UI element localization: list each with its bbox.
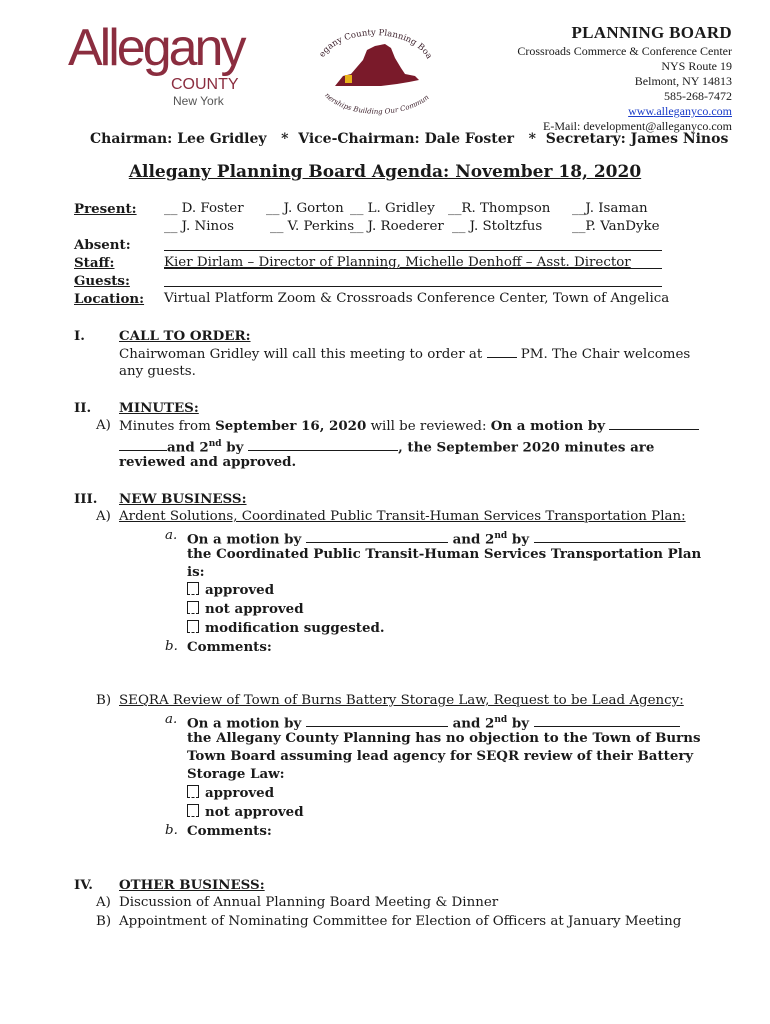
checkbox-approved-b[interactable] bbox=[187, 785, 199, 798]
other-business-b-label: B) bbox=[96, 914, 112, 929]
member-gorton: __ J. Gorton bbox=[266, 201, 344, 216]
other-business-b-text: Appointment of Nominating Committee for Election of Officers at January Meeting bbox=[119, 914, 682, 929]
planning-board-seal bbox=[305, 18, 445, 122]
member-foster: __ D. Foster bbox=[164, 201, 244, 216]
logo-main-text: Allegany bbox=[68, 19, 244, 77]
new-business-b-title: SEQRA Review of Town of Burns Battery Storage Law, Request to be Lead Agency: bbox=[119, 693, 684, 708]
minutes-motion: On a motion by bbox=[490, 418, 605, 434]
item-b-line-4: Storage Law: bbox=[187, 766, 285, 782]
item-a-motion: On a motion by bbox=[187, 531, 302, 548]
member-isaman: __J. Isaman bbox=[572, 201, 648, 216]
member-vandyke: __P. VanDyke bbox=[572, 219, 660, 234]
option-approved-b: approved bbox=[205, 785, 275, 801]
checkbox-not-approved-b[interactable] bbox=[187, 804, 199, 817]
item-a-comments: Comments: bbox=[187, 639, 272, 655]
minutes-and-2nd: and 2 bbox=[167, 439, 209, 456]
svg-text:Allegany County Planning Board: egany County Planning Boa bbox=[317, 28, 434, 61]
minutes-date: September 16, 2020 bbox=[215, 418, 367, 434]
item-b-line-3: Town Board assuming lead agency for SEQR review of their Battery bbox=[187, 748, 694, 764]
item-b-motion: On a motion by bbox=[187, 715, 302, 732]
present-label: Present: bbox=[74, 201, 137, 217]
call-to-order-time-blank bbox=[487, 345, 517, 358]
item-b-and: and 2 bbox=[452, 715, 495, 732]
section-2-title: MINUTES: bbox=[119, 400, 199, 416]
letterhead-title: PLANNING BOARD bbox=[571, 23, 732, 42]
item-a-line-3: is: bbox=[187, 564, 205, 580]
new-business-a-title: Ardent Solutions, Coordinated Public Transit-Human Services Transportation Plan: bbox=[119, 509, 686, 524]
phone-number: 585-268-7472 bbox=[664, 89, 732, 103]
item-a-sub-a: a. bbox=[165, 528, 178, 543]
email-address: E-Mail: development@alleganyco.com bbox=[543, 119, 732, 133]
item-b-by: by bbox=[511, 715, 530, 732]
checkbox-modification-a[interactable] bbox=[187, 620, 199, 633]
logo-state-text: New York bbox=[173, 94, 224, 108]
minutes-line-2-end: , the September 2020 minutes are bbox=[398, 439, 655, 456]
member-ninos: __ J. Ninos bbox=[164, 219, 235, 234]
checkbox-approved-a[interactable] bbox=[187, 582, 199, 595]
section-1-number: I. bbox=[74, 328, 85, 344]
section-3-title: NEW BUSINESS: bbox=[119, 491, 247, 507]
minutes-line-1 bbox=[119, 417, 699, 436]
new-business-b-label: B) bbox=[96, 693, 112, 708]
address-line-3: Belmont, NY 14813 bbox=[634, 74, 732, 88]
staff-line bbox=[164, 268, 662, 269]
section-4-number: IV. bbox=[74, 877, 93, 893]
section-2-number: II. bbox=[74, 400, 92, 416]
minutes-text-1: Minutes from bbox=[119, 419, 211, 434]
location-value: Virtual Platform Zoom & Crossroads Conference Center, Town of Angelica bbox=[164, 291, 670, 306]
option-not-approved-b: not approved bbox=[205, 804, 304, 820]
member-thompson: __R. Thompson bbox=[448, 201, 551, 216]
staff-label: Staff: bbox=[74, 255, 115, 271]
option-not-approved-a: not approved bbox=[205, 601, 304, 617]
call-to-order-line-start: Chairwoman Gridley will call this meeting to order at bbox=[119, 347, 483, 362]
absent-label: Absent: bbox=[74, 237, 131, 253]
minutes-second-blank bbox=[248, 438, 398, 451]
location-label: Location: bbox=[74, 291, 145, 307]
address-line-2: NYS Route 19 bbox=[661, 59, 732, 73]
minutes-text-2: will be reviewed: bbox=[370, 419, 487, 434]
item-b-comments: Comments: bbox=[187, 823, 272, 839]
section-3-number: III. bbox=[74, 491, 98, 507]
agenda-title: Allegany Planning Board Agenda: November 18, 2020 bbox=[128, 162, 642, 182]
guests-label: Guests: bbox=[74, 273, 130, 289]
call-to-order-line-2: any guests. bbox=[119, 364, 196, 379]
logo-county-text: COUNTY bbox=[171, 76, 239, 93]
item-a-by: by bbox=[511, 531, 530, 548]
member-perkins: __ V. Perkins bbox=[270, 219, 355, 234]
item-a-and: and 2 bbox=[452, 531, 495, 548]
minutes-motion-blank-2 bbox=[119, 438, 167, 451]
call-to-order-line-end: PM. The Chair welcomes bbox=[520, 347, 691, 362]
item-a-sub-b: b. bbox=[165, 639, 178, 654]
item-a-line-2: the Coordinated Public Transit-Human Services Transportation Plan bbox=[187, 546, 702, 562]
item-b-second-blank bbox=[534, 714, 680, 727]
other-business-a-label: A) bbox=[96, 895, 111, 910]
item-a-sup: nd bbox=[494, 531, 508, 541]
item-b-motion-blank bbox=[306, 714, 448, 727]
checkbox-not-approved-a[interactable] bbox=[187, 601, 199, 614]
item-b-line-2: the Allegany County Planning has no objection to the Town of Burns bbox=[187, 730, 701, 746]
other-business-a-text: Discussion of Annual Planning Board Meeting & Dinner bbox=[119, 895, 499, 910]
item-b-sub-a: a. bbox=[165, 712, 178, 727]
officers-line: Chairman: Lee Gridley * Vice-Chairman: Dale Foster * Secretary: James Ninos bbox=[90, 131, 729, 147]
minutes-motion-blank bbox=[609, 417, 699, 430]
minutes-line-3: reviewed and approved. bbox=[119, 454, 297, 470]
option-approved-a: approved bbox=[205, 582, 275, 598]
website-link[interactable]: www.alleganyco.com bbox=[628, 104, 732, 118]
section-1-title: CALL TO ORDER: bbox=[119, 328, 251, 344]
member-roederer: __ J. Roederer bbox=[350, 219, 444, 234]
staff-value: Kier Dirlam – Director of Planning, Michelle Denhoff – Asst. Director bbox=[164, 255, 631, 270]
letterhead-contact bbox=[517, 22, 732, 134]
allegany-county-logo bbox=[68, 19, 244, 108]
item-a-motion-blank bbox=[306, 530, 448, 543]
member-stoltzfus: __ J. Stoltzfus bbox=[452, 219, 543, 234]
call-to-order-text bbox=[119, 345, 690, 364]
option-modification-a: modification suggested. bbox=[205, 620, 385, 636]
item-b-sup: nd bbox=[494, 715, 508, 725]
item-b-sub-b: b. bbox=[165, 823, 178, 838]
new-business-a-label: A) bbox=[96, 509, 111, 524]
minutes-item-label: A) bbox=[96, 418, 111, 433]
member-gridley: __ L. Gridley bbox=[350, 201, 435, 216]
absent-line bbox=[164, 250, 662, 251]
svg-text:Partnerships Building Our Comm: nerships Building Our Commun bbox=[323, 91, 431, 116]
address-line-1: Crossroads Commerce & Conference Center bbox=[517, 44, 732, 58]
section-4-title: OTHER BUSINESS: bbox=[119, 877, 265, 893]
item-a-second-blank bbox=[534, 530, 680, 543]
guests-line bbox=[164, 286, 662, 287]
minutes-sup: nd bbox=[208, 439, 222, 449]
minutes-by: by bbox=[226, 439, 244, 456]
